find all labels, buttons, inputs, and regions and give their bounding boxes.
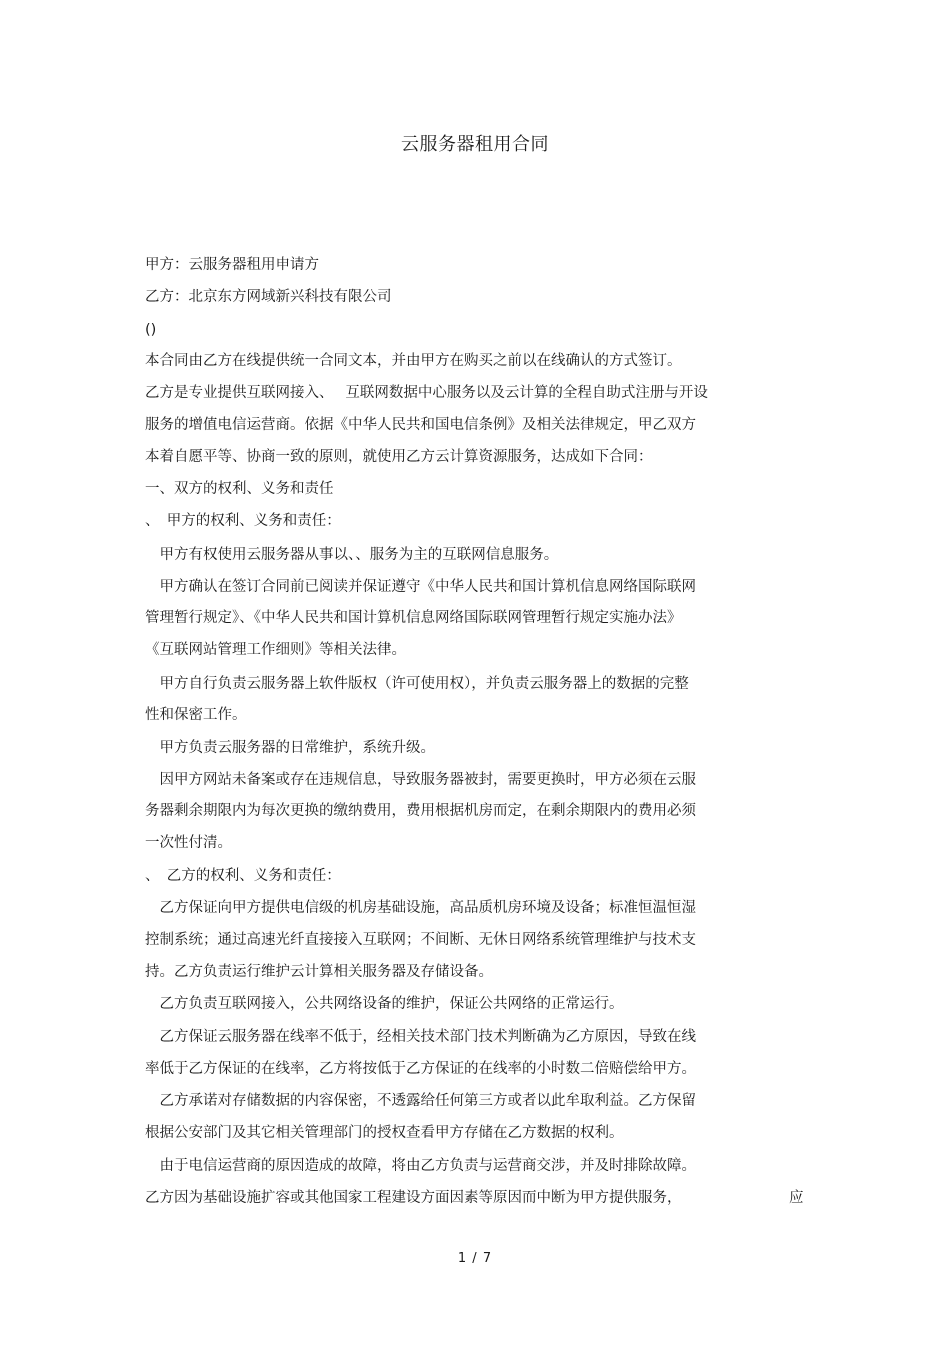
page-indicator: 1 / 7 (457, 1251, 493, 1266)
body-line: 管理暂行规定》、《中华人民共和国计算机信息网络国际联网管理暂行规定实施办法》 (145, 610, 682, 626)
body-line: 本着自愿平等、协商一致的原则，就使用乙方云计算资源服务，达成如下合同： (145, 449, 653, 465)
body-line: 乙方负责互联网接入，公共网络设备的维护，保证公共网络的正常运行。 (145, 996, 624, 1012)
document-title: 云服务器租用合同 (401, 134, 549, 155)
body-line: () (145, 322, 157, 338)
body-line: 率低于乙方保证的在线率，乙方将按低于乙方保证的在线率的小时数二倍赔偿给甲方。 (145, 1061, 696, 1077)
body-line: 乙方承诺对存储数据的内容保密，不透露给任何第三方或者以此牟取利益。乙方保留 (145, 1093, 696, 1109)
body-line: 服务的增值电信运营商。依据《中华人民共和国电信条例》及相关法律规定，甲乙双方 (145, 417, 696, 433)
body-line: 《互联网站管理工作细则》等相关法律。 (145, 642, 406, 658)
body-line: 甲方确认在签订合同前已阅读并保证遵守《中华人民共和国计算机信息网络国际联网 (145, 579, 696, 595)
body-line: 根据公安部门及其它相关管理部门的授权查看甲方存储在乙方数据的权利。 (145, 1125, 624, 1141)
section-heading: 一、双方的权利、义务和责任 (145, 481, 334, 497)
body-line: 乙方保证向甲方提供电信级的机房基础设施，高品质机房环境及设备；标准恒温恒湿 (145, 900, 696, 916)
body-line: 一次性付清。 (145, 835, 232, 851)
body-line: 甲方自行负责云服务器上软件版权（许可使用权），并负责云服务器上的数据的完整 (145, 676, 689, 692)
body-line: 本合同由乙方在线提供统一合同文本，并由甲方在购买之前以在线确认的方式签订。 (145, 353, 682, 369)
body-line: 务器剩余期限内为每次更换的缴纳费用，费用根据机房而定，在剩余期限内的费用必须 (145, 803, 696, 819)
party-a-line: 甲方：云服务器租用申请方 (145, 257, 319, 273)
body-line: 甲方负责云服务器的日常维护，系统升级。 (145, 740, 435, 756)
body-line: 持。乙方负责运行维护云计算相关服务器及存储设备。 (145, 964, 493, 980)
body-line: 乙方保证云服务器在线率不低于，经相关技术部门技术判断确为乙方原因，导致在线 (145, 1029, 696, 1045)
body-line: 乙方是专业提供互联网接入、 互联网数据中心服务以及云计算的全程自助式注册与开设 (145, 385, 708, 401)
body-line: 甲方有权使用云服务器从事以、、服务为主的互联网信息服务。 (145, 547, 559, 563)
subsection-heading: 、 甲方的权利、义务和责任： (145, 513, 341, 529)
body-line: 由于电信运营商的原因造成的故障，将由乙方负责与运营商交涉，并及时排除故障。 (145, 1158, 696, 1174)
trailing-char: 应 (789, 1190, 804, 1206)
body-line: 控制系统；通过高速光纤直接接入互联网；不间断、无休日网络系统管理维护与技术支 (145, 932, 696, 948)
party-b-line: 乙方：北京东方网域新兴科技有限公司 (145, 289, 392, 305)
body-line: 乙方因为基础设施扩容或其他国家工程建设方面因素等原因而中断为甲方提供服务， (145, 1190, 682, 1206)
body-line: 性和保密工作。 (145, 707, 247, 723)
body-line: 因甲方网站未备案或存在违规信息，导致服务器被封，需要更换时，甲方必须在云服 (145, 772, 696, 788)
subsection-heading: 、 乙方的权利、义务和责任： (145, 868, 341, 884)
